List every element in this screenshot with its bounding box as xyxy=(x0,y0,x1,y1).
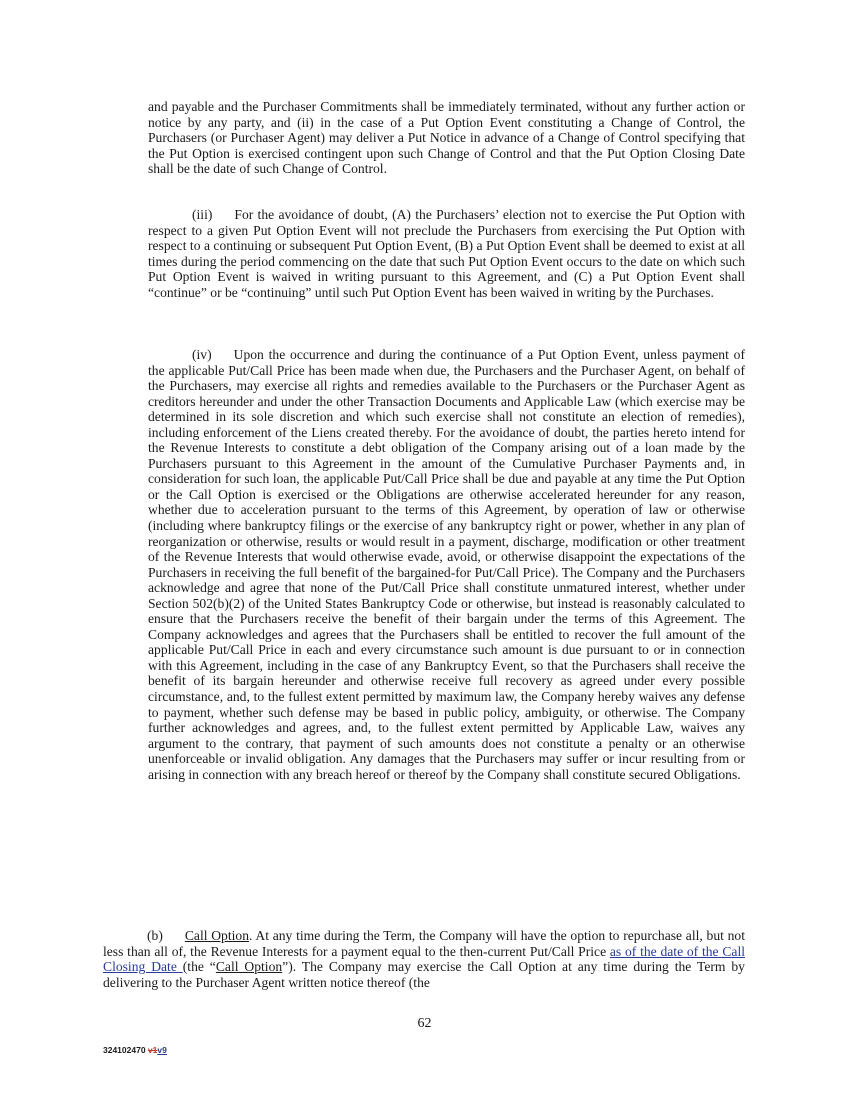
paragraph-b-text-2: (the “ xyxy=(182,959,216,975)
paragraph-iii-marker: (iii) xyxy=(192,207,213,222)
version-deleted: v1 xyxy=(147,1045,158,1055)
paragraph-iii-text: For the avoidance of doubt, (A) the Purchasers’ election not to exercise the Put Option with respect to a given Put Option Event will not preclude the Purchasers from exercising the Put Option with respect to a continuing or subsequent Put Option Event, (B) a Put Option Event shall be deemed to exist at all times during the period commencing on the date that such Put Option Event occurs to the date on which such Put Option Event is waived in writing pursuant to this Agreement, and (C) a Put Option Event shall “continue” or be “continuing” until such Put Option Event has been waived in writing by the Purchases. xyxy=(148,207,745,300)
paragraph-iv-text: Upon the occurrence and during the continuance of a Put Option Event, unless payment of the applicable Put/Call Price has been made when due, the Purchasers and the Purchaser Agent, on behalf of the Purchasers, may exercise all rights and remedies available to the Purchasers or the Purchaser Agent as creditors hereunder and under the other Transaction Documents and Applicable Law (which exercise may be determined in its sole discretion and which such exercise shall not constitute an election of remedies), including enforcement of the Liens created thereby. For the avoidance of doubt, the parties hereto intend for the Revenue Interests to constitute a debt obligation of the Company arising out of a loan made by the Purchasers pursuant to this Agreement in the amount of the Cumulative Purchaser Payments and, in consideration for such loan, the applicable Put/Call Price shall be due and payable at any time the Put Option or the Call Option is exercised or the Obligations are otherwise accelerated hereunder for any reason, whether due to acceleration pursuant to the terms of this Agreement, by operation of law or otherwise (including where bankruptcy filings or the exercise of any bankruptcy right or power, whether in any plan of reorganization or otherwise, results or would result in a payment, discharge, modification or other treatment of the Revenue Interests that would otherwise evade, avoid, or otherwise disappoint the expectations of the Purchasers in receiving the full benefit of the bargained-for Put/Call Price). The Company and the Purchasers acknowledge and agree that none of the Put/Call Price shall constitute unmatured interest, whether under Section 502(b)(2) of the United States Bankruptcy Code or otherwise, but instead is reasonably calculated to ensure that the Purchasers receive the benefit of their bargain under the terms of this Agreement. The Company acknowledges and agrees that the Purchasers shall be entitled to recover the full amount of the applicable Put/Call Price in each and every circumstance such amount is due pursuant to or in connection with this Agreement, including in the case of any Bankruptcy Event, so that the Purchasers shall receive the benefit of its bargain hereunder and otherwise receive full recovery as agreed under every possible circumstance, and, to the fullest extent permitted by maximum law, the Company hereby waives any defense to payment, whether such defense may be based in public policy, ambiguity, or otherwise. The Company further acknowledges and agrees, and, to the fullest extent permitted by Applicable Law, waives any argument to the contrary, that payment of such amounts does not constitute a penalty or an otherwise unenforceable or invalid obligation. Any damages that the Purchasers may suffer or incur resulting from or arising in connection with any breach hereof or thereof by the Company shall constitute secured Obligations. xyxy=(148,347,745,782)
call-option-defined-term: Call Option xyxy=(215,959,283,975)
page-number: 62 xyxy=(417,1016,432,1031)
inserted-revision-text: as of the date of the Call Closing Date xyxy=(103,943,745,975)
paragraph-iv xyxy=(148,347,745,782)
paragraph-b-marker: (b) xyxy=(147,928,163,943)
paragraph-iv-marker: (iv) xyxy=(192,347,212,362)
paragraph-b-text-1: . At any time during the Term, the Company will have the option to repurchase all, but not less than all of, the Revenue Interests for a payment equal to the then-current Put/Call Price xyxy=(103,928,745,959)
call-option-heading: Call Option xyxy=(184,928,250,943)
paragraph-continuation-text: and payable and the Purchaser Commitments shall be immediately terminated, without any further action or notice by any party, and (ii) in the case of a Put Option Event constituting a Change of Control, the Purchasers (or Purchaser Agent) may deliver a Put Notice in advance of a Change of Control specifying that the Put Option is exercised contingent upon such Change of Control and that the Put Option Closing Date shall be the date of such Change of Control. xyxy=(148,99,745,177)
paragraph-continuation xyxy=(148,99,745,177)
doc-number: 324102470 xyxy=(103,1045,148,1055)
paragraph-b-text-3: ”). The Company may exercise the Call Option at any time during the Term by delivering to the Purchaser Agent written notice thereof (the xyxy=(103,959,745,990)
version-inserted: v9 xyxy=(157,1045,167,1055)
paragraph-iii xyxy=(148,207,745,300)
paragraph-b-call-option xyxy=(103,928,745,990)
document-id-footer xyxy=(103,1045,167,1055)
